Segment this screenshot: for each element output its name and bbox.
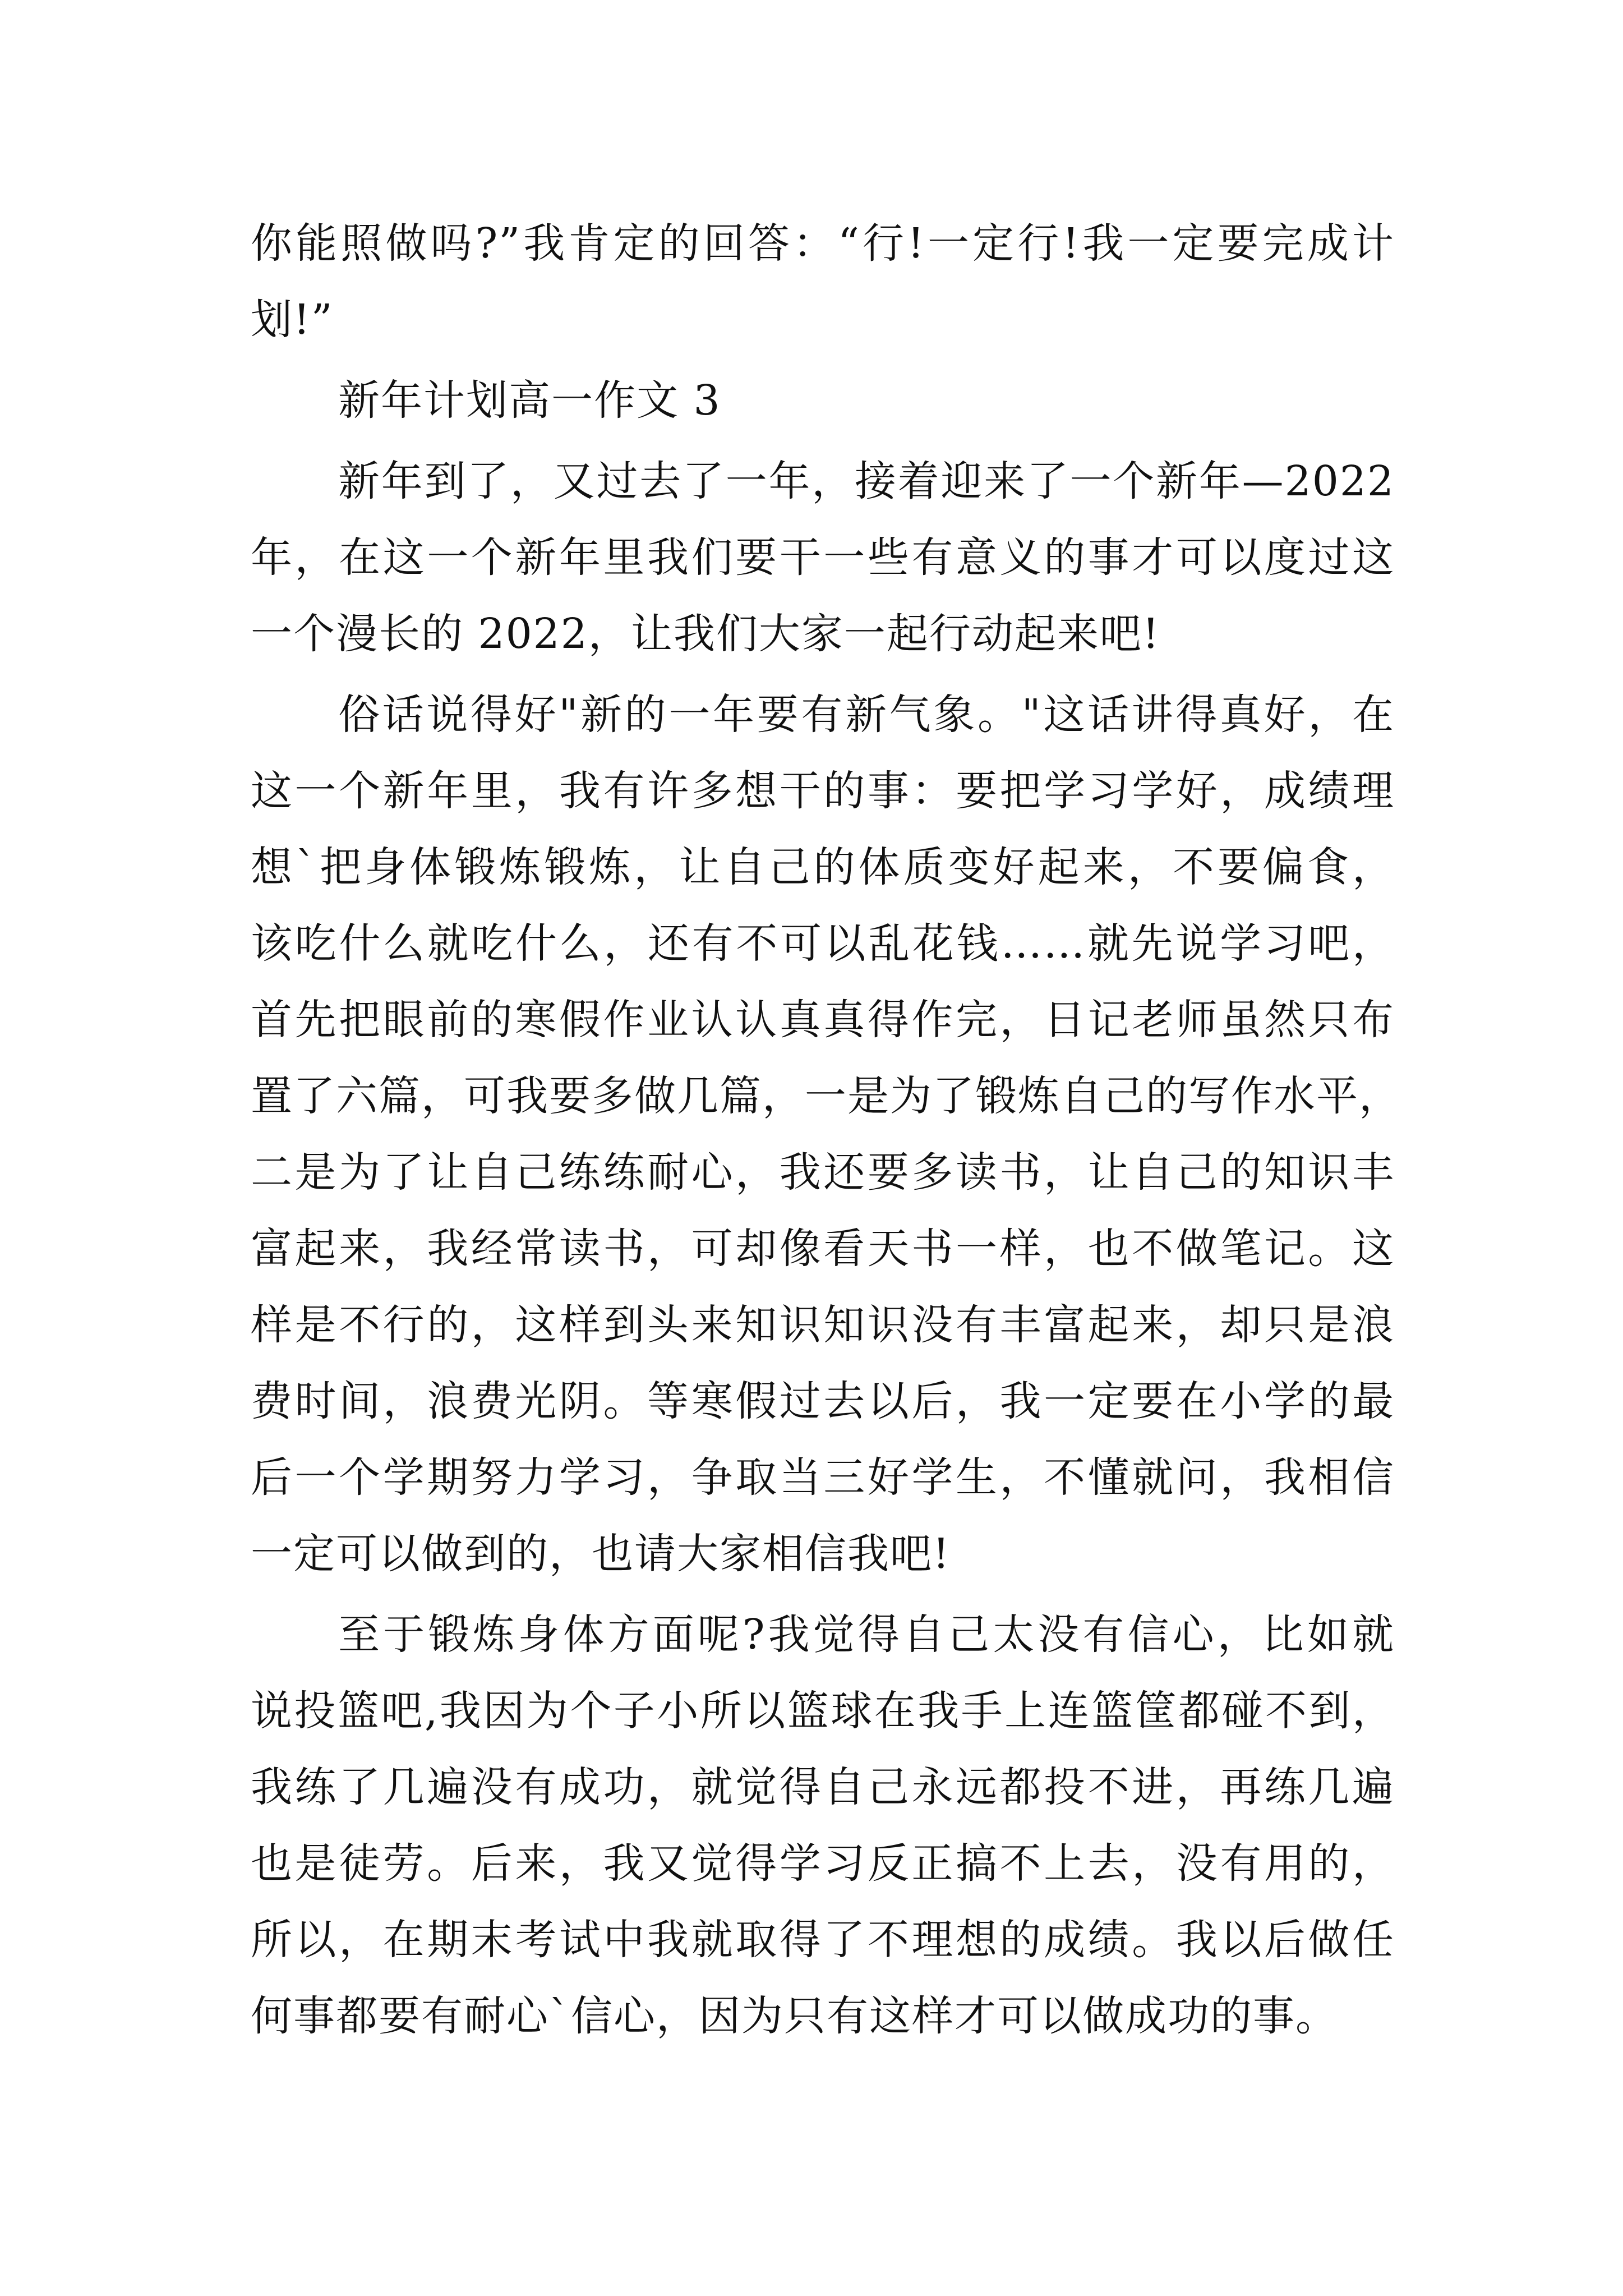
- text-line: 这一个新年里，我有许多想干的事：要把学习学好，成绩理: [251, 767, 1395, 815]
- text-line: 新年到了，又过去了一年，接着迎来了一个新年—2022: [338, 457, 1395, 505]
- text-line: 二是为了让自己练练耐心，我还要多读书，让自己的知识丰: [251, 1148, 1395, 1197]
- text-line: 至于锻炼身体方面呢?我觉得自己太没有信心，比如就: [338, 1611, 1395, 1659]
- text-line: 富起来，我经常读书，可却像看天书一样，也不做笔记。这: [251, 1225, 1395, 1273]
- text-line: 你能照做吗?”我肯定的回答：“行!一定行!我一定要完成计: [251, 219, 1395, 268]
- text-line: 一个漫长的 2022，让我们大家一起行动起来吧!: [251, 610, 1160, 658]
- text-line: 也是徒劳。后来，我又觉得学习反正搞不上去，没有用的，: [251, 1839, 1395, 1888]
- text-line: 何事都要有耐心`信心，因为只有这样才可以做成功的事。: [251, 1992, 1338, 2040]
- paragraph-3: [251, 677, 1401, 1592]
- text-line: 我练了几遍没有成功，就觉得自己永远都投不进，再练几遍: [251, 1763, 1395, 1811]
- paragraph-1: [251, 205, 1395, 358]
- paragraph-4: [251, 1596, 1395, 2054]
- text-line: 一定可以做到的，也请大家相信我吧!: [251, 1530, 951, 1578]
- text-line: 所以，在期末考试中我就取得了不理想的成绩。我以后做任: [251, 1916, 1395, 1964]
- text-line: 首先把眼前的寒假作业认认真真得作完，日记老师虽然只布: [251, 996, 1395, 1044]
- section-heading: [251, 362, 1395, 439]
- text-line: 说投篮吧,我因为个子小所以篮球在我手上连篮筐都碰不到，: [251, 1687, 1395, 1735]
- text-line: 样是不行的，这样到头来知识知识没有丰富起来，却只是浪: [251, 1301, 1395, 1349]
- paragraph-2: [251, 443, 1395, 672]
- text-line: 该吃什么就吃什么，还有不可以乱花钱……就先说学习吧，: [251, 919, 1395, 968]
- text-line: 想`把身体锻炼锻炼，让自己的体质变好起来，不要偏食，: [251, 843, 1395, 891]
- text-line: 费时间，浪费光阴。等寒假过去以后，我一定要在小学的最: [251, 1377, 1395, 1425]
- document-body: [251, 205, 1401, 2054]
- text-line: 年，在这一个新年里我们要干一些有意义的事才可以度过这: [251, 533, 1395, 582]
- section-heading-text: 新年计划高一作文 3: [338, 376, 721, 425]
- text-line: 置了六篇，可我要多做几篇，一是为了锻炼自己的写作水平，: [251, 1072, 1401, 1120]
- text-line: 俗话说得好"新的一年要有新气象。"这话讲得真好，在: [338, 691, 1395, 739]
- text-line: 后一个学期努力学习，争取当三好学生，不懂就问，我相信: [251, 1453, 1395, 1502]
- text-line: 划!”: [251, 296, 334, 344]
